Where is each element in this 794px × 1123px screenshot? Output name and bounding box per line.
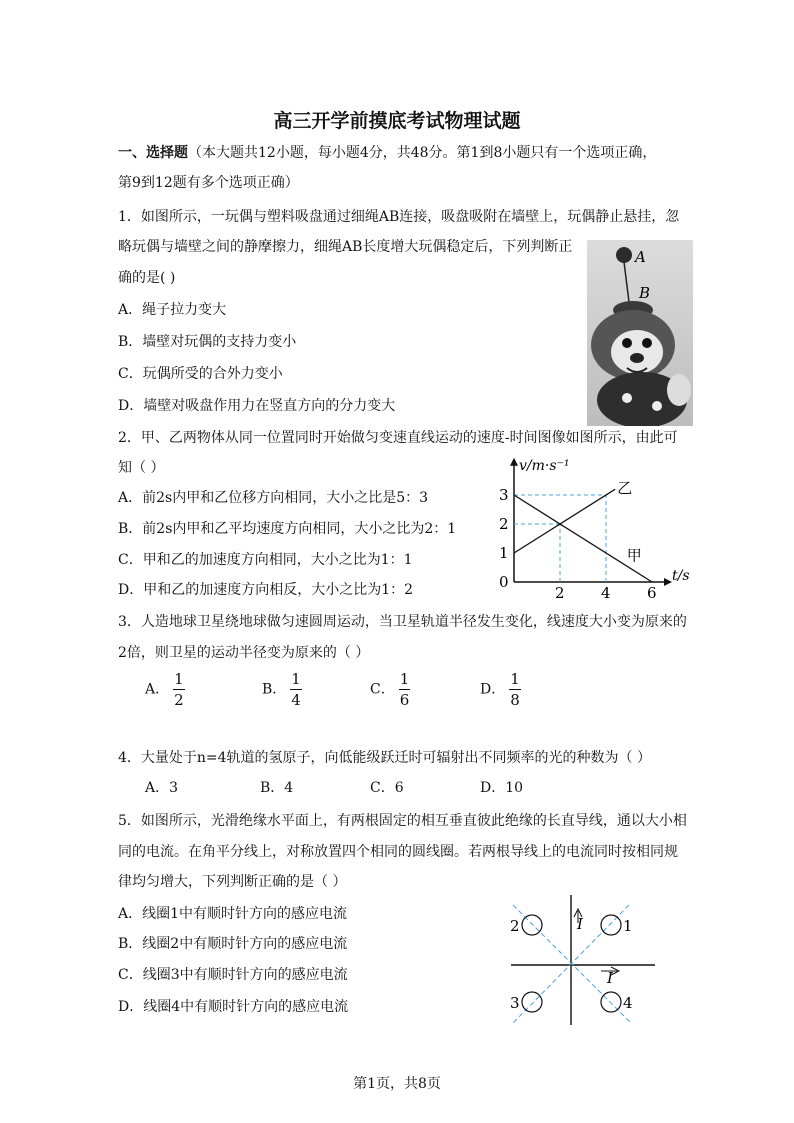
q3-option-a [145,669,185,710]
q3-stem-1: 3．人造地球卫星绕地球做匀速圆周运动，当卫星轨道半径发生变化，线速度大小变为原来的 [118,614,687,630]
suction-cup [616,247,632,263]
current-label-horizontal: I [607,969,613,987]
q5-wires-coils-figure [505,895,665,1030]
q4-stem: 4．大量处于n=4轨道的氢原子，向低能级跃迁时可辐射出不同频率的光的种数为（ ） [118,750,652,766]
fraction-numerator: 1 [174,670,184,688]
q3-option-d-fraction [509,669,521,710]
coil-1 [601,915,621,935]
x-tick-label: 2 [555,584,565,602]
q2-option-d: D．甲和乙的加速度方向相反，大小之比为1：2 [118,582,414,598]
q4-option-a: A．3 [145,780,179,796]
current-label-vertical: I [577,915,583,933]
q5-stem-3: 律均匀增大，下列判断正确的是（ ） [118,874,347,890]
section-note-2: 第9到12题有多个选项正确） [118,175,299,191]
q2-velocity-time-chart [490,452,690,602]
coil-1-label: 1 [623,917,633,935]
coil-4-label: 4 [623,994,633,1012]
coil-4 [601,992,621,1012]
q4-option-c: C．6 [370,780,404,796]
coil-2 [522,915,542,935]
q1-option-a: A．绳子拉力变大 [118,302,227,318]
q1-option-b: B．墙壁对玩偶的支持力变小 [118,334,297,350]
coil-3 [522,992,542,1012]
q3-option-b-label: B． [262,681,287,698]
q1-stem-3: 确的是( ) [118,270,176,286]
coil-2-label: 2 [510,917,520,935]
y-tick-label: 3 [499,486,509,504]
fraction-numerator: 1 [510,670,520,688]
page-title: 高三开学前摸底考试物理试题 [273,110,521,132]
q2-stem-2: 知（ ） [118,460,165,476]
section-heading: 一、选择题 [118,145,188,161]
q4-option-d: D．10 [480,780,524,796]
q5-stem-1: 5．如图所示，光滑绝缘水平面上，有两根固定的相互垂直彼此绝缘的长直导线，通以大小相 [118,813,687,829]
x-tick-label: 4 [601,584,611,602]
q1-stem-1: 1．如图所示，一玩偶与塑料吸盘通过细绳AB连接，吸盘吸附在墙壁上，玩偶静止悬挂，忽 [118,209,680,225]
q3-option-c-fraction [399,669,411,710]
series-label-jia: 甲 [626,546,642,565]
q5-option-d: D．线圈4中有顺时针方向的感应电流 [118,999,349,1015]
y-tick-label: 1 [499,544,509,562]
page-footer: 第1页，共8页 [353,1076,441,1092]
label-b: B [639,284,651,302]
q1-option-c: C．玩偶所受的合外力变小 [118,366,283,382]
q3-option-a-label: A． [145,681,170,698]
fraction-denominator: 2 [174,691,184,709]
fraction-denominator: 6 [399,691,410,709]
q3-stem-2: 2倍，则卫星的运动半径变为原来的（ ） [118,645,370,661]
q3-option-a-fraction [173,669,185,710]
y-axis-label: v/m·s⁻¹ [519,457,570,474]
q3-option-d-label: D． [480,681,506,698]
q2-option-a: A．前2s内甲和乙位移方向相同，大小之比是5：3 [118,490,429,506]
q2-stem-1: 2．甲、乙两物体从同一位置同时开始做匀变速直线运动的速度-时间图像如图所示，由此可 [118,430,678,446]
fraction-denominator: 4 [291,691,301,709]
y-axis-arrow [510,458,518,466]
q2-option-c: C．甲和乙的加速度方向相同，大小之比为1：1 [118,552,413,568]
q5-option-b: B．线圈2中有顺时针方向的感应电流 [118,936,348,952]
x-axis-arrow [664,578,672,586]
x-axis-label: t/s [672,568,690,584]
q3-option-d [480,669,521,710]
q5-option-c: C．线圈3中有顺时针方向的感应电流 [118,967,348,983]
q3-option-b-fraction [290,669,302,710]
label-a: A [635,248,646,266]
section-heading-line [118,143,656,163]
q1-toy-figure [587,240,693,426]
q2-option-b: B．前2s内甲和乙平均速度方向相同，大小之比为2：1 [118,521,457,537]
q5-option-a: A．线圈1中有顺时针方向的感应电流 [118,906,348,922]
q3-option-c-label: C． [370,681,395,698]
fraction-numerator: 1 [399,670,410,688]
q3-option-c [370,669,410,710]
series-line-1 [514,495,652,582]
q1-stem-2: 略玩偶与墙壁之间的静摩擦力，细绳AB长度增大玩偶稳定后，下列判断正 [118,239,573,255]
q5-stem-2: 同的电流。在角平分线上，对称放置四个相同的圆线圈。若两根导线上的电流同时按相同规 [118,844,678,860]
q1-option-d: D．墙壁对吸盘作用力在竖直方向的分力变大 [118,398,396,414]
fraction-denominator: 8 [510,691,520,709]
coil-3-label: 3 [510,994,520,1012]
section-note: （本大题共12小题，每小题4分，共48分。第1到8小题只有一个选项正确， [188,145,657,161]
fraction-numerator: 1 [291,670,301,688]
q3-option-b [262,669,302,710]
y-tick-label: 2 [499,515,509,533]
x-tick-label: 6 [647,584,657,602]
series-line-2 [514,489,615,553]
series-label-yi: 乙 [617,479,633,498]
q4-option-b: B．4 [260,780,294,796]
origin-label: 0 [499,573,509,591]
